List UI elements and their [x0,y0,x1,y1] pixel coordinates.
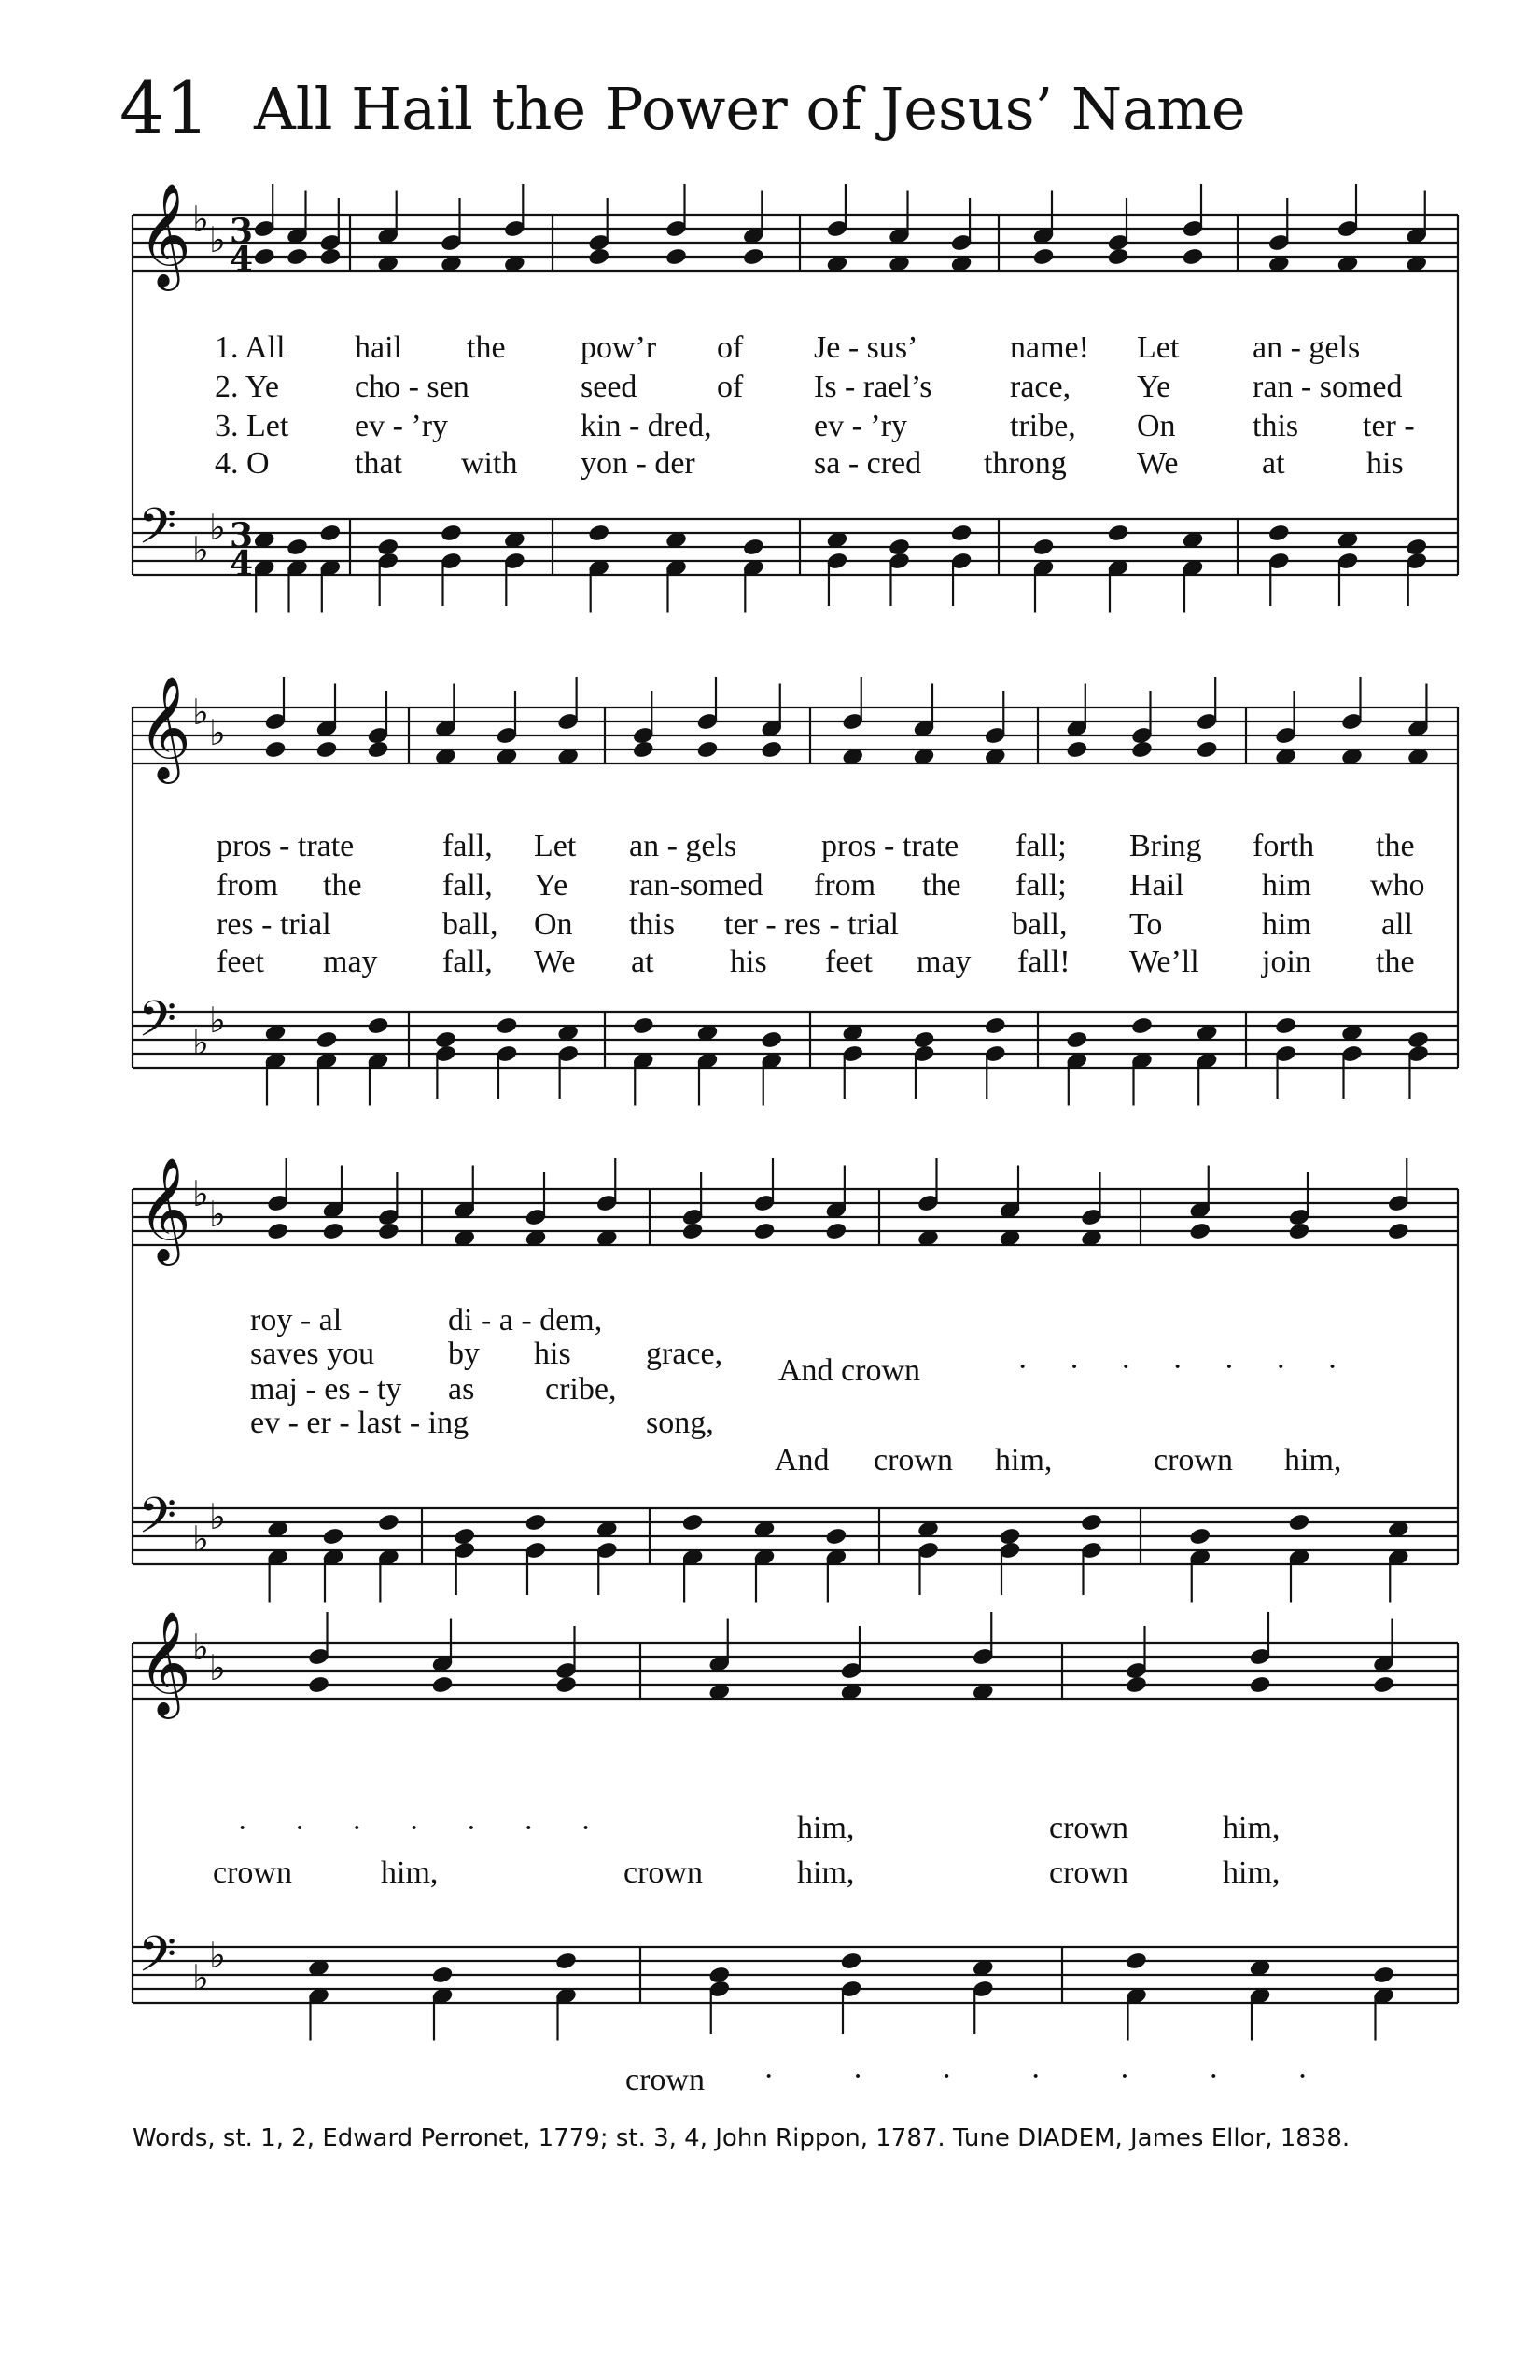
note-head [950,524,973,542]
lyric: his [1366,446,1404,481]
note-head [377,538,399,556]
lyric: We’ll [1129,945,1199,979]
note-head [308,1675,330,1694]
flat-sign: ♭ [209,1194,226,1235]
note-head [454,1527,476,1546]
note-head [1126,1952,1148,1970]
bass-clef: 𝄢 [138,1926,177,1995]
note-head [1373,1675,1395,1694]
lyric: On [1137,409,1176,443]
time-signature: 4 [230,544,254,583]
melisma-dots: ······· [763,2059,1387,2093]
refrain-lyric: him, [995,1443,1053,1477]
flat-sign: ♭ [192,1173,209,1214]
lyric: fall! [1017,945,1071,979]
lyric: all [1381,907,1413,942]
lyric: as [448,1372,475,1407]
lyric: cho - sen [355,370,469,404]
note-head [1249,1675,1271,1694]
lyric: song, [646,1406,714,1440]
flat-sign: ♭ [192,199,209,240]
lyric: Let [1137,330,1180,365]
lyric: saves you [250,1337,375,1371]
note-head [825,1222,847,1240]
note-head [315,740,338,759]
note-head [264,740,287,759]
lyric: ran - somed [1253,370,1403,404]
flat-sign: ♭ [192,1022,209,1063]
lyric: ter - res - trial [724,907,899,942]
lyric: by [448,1337,480,1371]
flat-sign: ♭ [192,1519,209,1560]
note-head [555,1675,578,1694]
note-head [1126,1675,1148,1694]
lyric: res - trial [217,907,331,942]
refrain-lyric: him, [797,1811,855,1845]
note-head [681,1513,704,1532]
note-head [496,1016,518,1035]
refrain-lyric: crown [1154,1443,1233,1477]
lyric: Bring [1129,829,1202,863]
note-head [1131,740,1154,759]
note-head [1406,538,1428,556]
lyric: feet [825,945,873,979]
attribution-footer: Words, st. 1, 2, Edward Perronet, 1779; st. 3, 4, John Rippon, 1787. Tune DIADEM, James Ellor, 1838. [133,2124,1351,2152]
refrain-lyric: him, [1223,1811,1281,1845]
note-head [1288,1513,1310,1532]
flat-sign: ♭ [209,1000,226,1041]
refrain-lyric: crown [874,1443,953,1477]
flat-sign: ♭ [192,1957,209,1998]
lyric: ev - er - last - ing [250,1406,469,1440]
flat-sign: ♭ [209,1935,226,1976]
lyric: pros - trate [217,829,355,863]
lyric: may [323,945,378,979]
lyric: of [717,370,744,404]
lyric: maj - es - ty [250,1372,402,1407]
treble-clef: 𝄞 [138,675,191,779]
time-signature: 3 [230,516,254,555]
note-head [1107,524,1129,542]
note-head [708,1966,731,1984]
lyric: ev - ’ry [355,409,449,443]
lyric: yon - der [581,446,695,481]
refrain-lyric: him, [1284,1443,1342,1477]
lyric: who [1370,868,1425,903]
flat-sign: ♭ [192,529,209,570]
lyric: seed [581,370,637,404]
lyric: join [1262,945,1311,979]
lyric: the [467,330,506,365]
lyric: this [629,907,676,942]
lyric: Ye [534,868,568,903]
note-head [555,1952,578,1970]
lyric: the [922,868,961,903]
refrain-lyric: And [775,1443,830,1477]
refrain-lyric: crown [213,1855,292,1890]
lyric: fall; [1015,829,1067,863]
flat-sign: ♭ [209,1647,226,1688]
note-head [1373,1966,1395,1984]
note-head [1066,1030,1088,1049]
note-head [632,740,654,759]
treble-clef: 𝄞 [138,182,191,287]
refrain-lyric: crown [1049,1855,1128,1890]
lyric: 1. All [215,330,286,365]
lyric: 3. Let [215,409,289,443]
note-head [441,524,463,542]
treble-clef: 𝄞 [138,1156,191,1261]
time-signature: 4 [230,240,254,279]
lyric: Let [534,829,577,863]
note-head [665,247,688,266]
note-head [367,740,389,759]
note-head [435,1030,457,1049]
lyric: ball, [442,907,498,942]
note-head [525,1513,547,1532]
lyric: 4. O [215,446,270,481]
refrain-lyric: him, [797,1855,855,1890]
staff-lines [133,215,1458,2003]
lyric: his [730,945,767,979]
lyric: from [217,868,279,903]
lyric: di - a - dem, [448,1303,603,1337]
refrain-lyric: crown [623,1855,703,1890]
lyric: roy - al [250,1303,343,1337]
flat-sign: ♭ [209,219,226,260]
lyric: tribe, [1010,409,1076,443]
refrain-lyric: crown [625,2063,705,2097]
time-signature: 3 [230,212,254,251]
lyric: hail [355,330,402,365]
lyric: forth [1253,829,1315,863]
lyric: Is - rael’s [814,370,932,404]
lyric: at [631,945,654,979]
note-head [1189,1527,1211,1546]
lyric: his [534,1337,571,1371]
note-head [1032,247,1055,266]
note-head [367,1016,389,1035]
lyric: pros - trate [821,829,959,863]
lyric: ter - [1363,409,1415,443]
note-head [287,247,309,266]
lyric: with [461,446,518,481]
note-head [1066,740,1088,759]
lyric: sa - cred [814,446,922,481]
refrain-lyric: him, [381,1855,439,1890]
refrain-lyric: And crown [778,1353,921,1388]
flat-sign: ♭ [192,692,209,733]
lyric: We [1137,446,1179,481]
lyric: him [1262,868,1311,903]
note-head [319,247,342,266]
lyric: To [1129,907,1163,942]
bass-clef: 𝄢 [138,498,177,567]
melisma-dots: ······· [237,1811,638,1845]
lyric: fall, [442,945,493,979]
note-head [588,524,610,542]
flat-sign: ♭ [209,507,226,548]
note-head [431,1675,454,1694]
lyric: feet [217,945,264,979]
note-head [913,1030,935,1049]
note-head [984,1016,1006,1035]
lyric: kin - dred, [581,409,712,443]
lyric: Je - sus’ [814,330,918,365]
lyric: an - gels [629,829,737,863]
note-head [1107,247,1129,266]
lyric: an - gels [1253,330,1361,365]
lyric: On [534,907,573,942]
lyric: ev - ’ry [814,409,908,443]
note-head [889,538,911,556]
flat-sign: ♭ [209,712,226,753]
note-head [743,247,765,266]
note-head [761,740,783,759]
note-head [681,1222,704,1240]
lyric: grace, [646,1337,723,1371]
note-head [322,1222,344,1240]
lyric: that [355,446,402,481]
hymn-number: 41 [119,66,210,149]
note-head [1288,1222,1310,1240]
lyric: 2. Ye [215,370,279,404]
flat-sign: ♭ [209,1496,226,1537]
note-head [588,247,610,266]
note-head [840,1952,862,1970]
bass-clef: 𝄢 [138,1488,177,1557]
lyric: may [917,945,972,979]
bass-clef: 𝄢 [138,991,177,1060]
lyric: fall; [1015,868,1067,903]
lyric: fall, [442,829,493,863]
note-head [632,1016,654,1035]
note-head [1131,1016,1154,1035]
note-head [753,1222,776,1240]
lyric: cribe, [545,1372,617,1407]
note-head [378,1222,400,1240]
lyric: him [1262,907,1311,942]
lyric: from [814,868,876,903]
hymn-title: All Hail the Power of Jesus’ Name [254,75,1246,143]
note-head [1275,1016,1297,1035]
treble-clef: 𝄞 [138,1610,191,1715]
note-head [1189,1222,1211,1240]
lyric: at [1262,446,1285,481]
melisma-dots: ······· [1017,1350,1379,1384]
note-head [1387,1222,1409,1240]
lyric: the [1376,945,1415,979]
lyric: name! [1010,330,1089,365]
note-head [825,1527,847,1546]
note-head [1407,1030,1430,1049]
note-head [761,1030,783,1049]
lyric: this [1253,409,1299,443]
note-head [287,538,309,556]
lyric: the [1376,829,1415,863]
note-head [322,1527,344,1546]
lyric: Hail [1129,868,1184,903]
note-head [253,247,275,266]
note-head [999,1527,1021,1546]
note-head [1182,247,1204,266]
lyric: Ye [1137,370,1171,404]
lyric: of [717,330,744,365]
lyric: throng [984,446,1067,481]
lyric: pow’r [581,330,657,365]
lyric: fall, [442,868,493,903]
note-head [378,1513,400,1532]
lyric: ran-somed [629,868,763,903]
refrain-lyric: crown [1049,1811,1128,1845]
lyric: race, [1010,370,1071,404]
note-head [1267,524,1290,542]
note-head [267,1222,289,1240]
note-head [319,524,342,542]
lyric: ball, [1012,907,1068,942]
note-head [696,740,719,759]
note-head [743,538,765,556]
note-head [431,1966,454,1984]
lyric: the [323,868,362,903]
note-head [315,1030,338,1049]
refrain-lyric: him, [1223,1855,1281,1890]
lyric: We [534,945,576,979]
note-head [1032,538,1055,556]
note-head [1081,1513,1103,1532]
flat-sign: ♭ [192,1627,209,1668]
note-head [1196,740,1218,759]
